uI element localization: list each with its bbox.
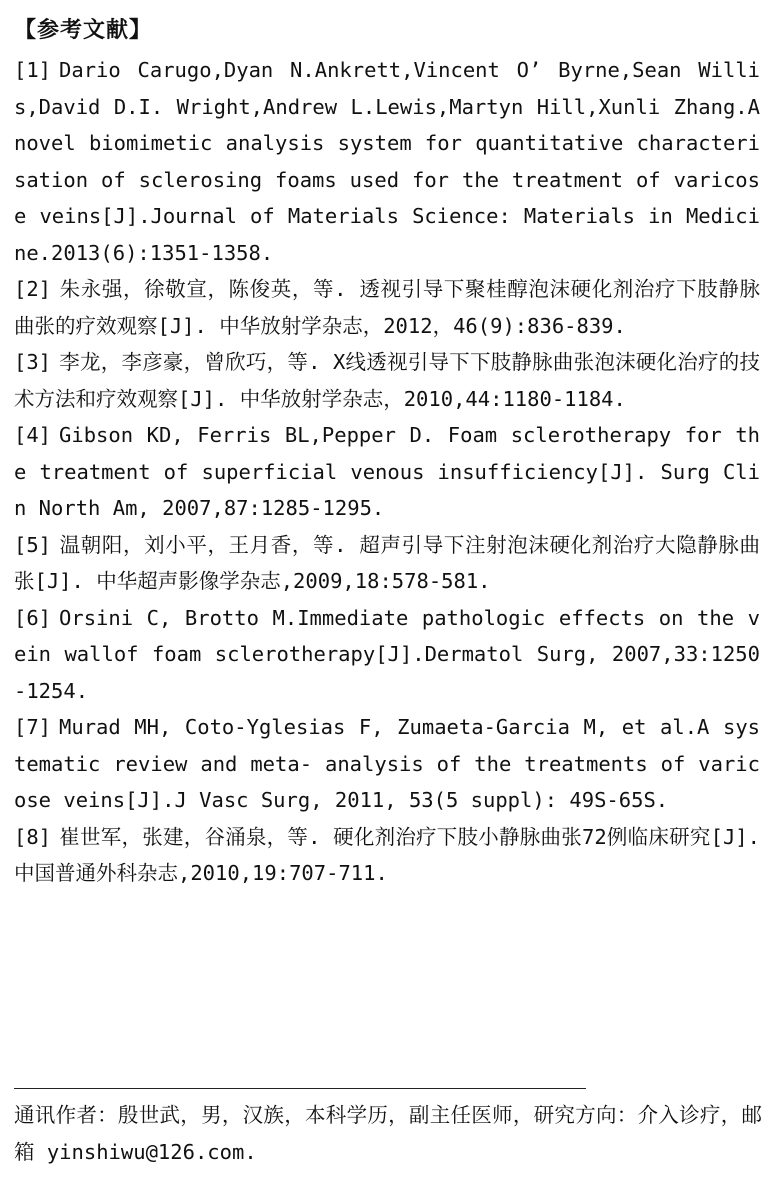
reference-number: [4] <box>14 423 52 447</box>
references-heading: 【参考文献】 <box>14 18 153 43</box>
reference-number: [1] <box>14 58 52 82</box>
corresponding-author-note: 通讯作者：殷世武，男，汉族，本科学历，副主任医师，研究方向：介入诊疗，邮箱 yinshiwu@126.com. <box>14 1103 762 1164</box>
reference-item-4 <box>14 417 760 527</box>
reference-text: Murad MH, Coto-Yglesias F, Zumaeta-Garcia M, et al.A systematic review and meta- analysis of the treatments of varicose veins[J].J Vasc Surg, 2011, 53(5 suppl): 49S-65S. <box>14 715 760 812</box>
reference-number: [7] <box>14 715 52 739</box>
footnote-divider <box>14 1088 586 1089</box>
reference-text: 朱永强，徐敬宣，陈俊英，等. 透视引导下聚桂醇泡沫硬化剂治疗下肢静脉曲张的疗效观察[J]. 中华放射学杂志，2012，46(9):836-839. <box>14 277 760 338</box>
reference-number: [6] <box>14 605 52 630</box>
reference-number: [3] <box>14 350 52 374</box>
reference-text: Dario Carugo,Dyan N.Ankrett,Vincent O’ Byrne,Sean Willis,David D.I. Wright,Andrew L.Lewis,Martyn Hill,Xunli Zhang.A novel biomimetic analysis system for quantitative characterisation of sclerosing foams used for the treatment of varicose veins[J].Journal of Materials Science: Materials in Medicine.2013(6):1351-1358. <box>14 58 760 265</box>
reference-text: Orsini C, Brotto M.Immediate pathologic effects on the vein wallof foam sclerotherapy[J].Dermatol Surg, 2007,33:1250-1254. <box>14 605 760 703</box>
reference-text: Gibson KD, Ferris BL,Pepper D. Foam sclerotherapy for the treatment of superficial venous insufficiency[J]. Surg Clin North Am, 2007,87:1285-1295. <box>14 423 760 520</box>
reference-number: [2] <box>14 277 52 301</box>
reference-item-8 <box>14 819 760 892</box>
reference-list <box>14 52 760 892</box>
reference-text: 李龙，李彦豪，曾欣巧，等. X线透视引导下下肢静脉曲张泡沫硬化治疗的技术方法和疗效观察[J]. 中华放射学杂志，2010,44:1180-1184. <box>14 350 760 411</box>
reference-item-5 <box>14 527 760 600</box>
reference-item-1 <box>14 52 760 271</box>
reference-number: [8] <box>14 824 52 849</box>
reference-text: 崔世军，张建，谷涌泉，等. 硬化剂治疗下肢小静脉曲张72例临床研究[J]. 中国普通外科杂志,2010,19:707-711. <box>14 824 760 885</box>
references-section <box>14 14 760 892</box>
reference-item-7 <box>14 709 760 819</box>
reference-item-2 <box>14 271 760 344</box>
reference-number: [5] <box>14 532 52 557</box>
reference-text: 温朝阳，刘小平，王月香，等. 超声引导下注射泡沫硬化剂治疗大隐静脉曲张[J]. 中华超声影像学杂志,2009,18:578-581. <box>14 532 760 593</box>
reference-item-6 <box>14 600 760 710</box>
reference-item-3 <box>14 344 760 417</box>
